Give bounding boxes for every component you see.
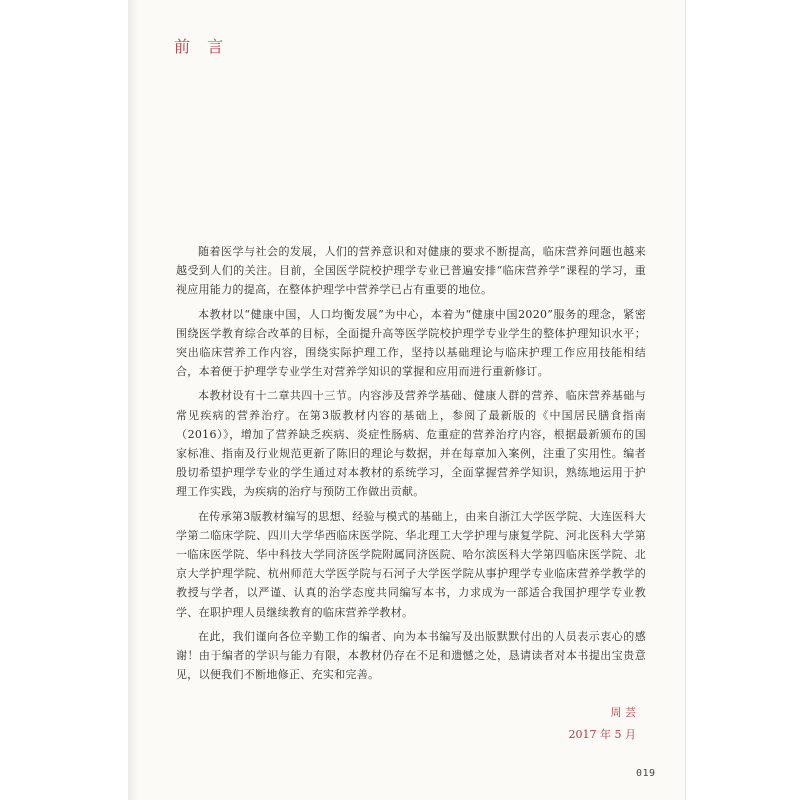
signature-date: 2017 年 5 月 xyxy=(568,728,636,741)
page-title: 前 言 xyxy=(174,37,230,56)
preface-body xyxy=(176,242,646,689)
author-name: 周 芸 xyxy=(610,706,636,719)
paragraph: 随着医学与社会的发展，人们的营养意识和对健康的要求不断提高，临床营养问题也越来越受到人们的关注。目前，全国医学院校护理学专业已普遍安排“临床营养学”课程的学习，重视应用能力的提高，在整体护理学中营养学已占有重要的地位。 xyxy=(176,245,646,297)
page-number: 019 xyxy=(636,768,656,779)
page-edge xyxy=(685,0,686,800)
signature-block xyxy=(556,702,636,746)
paragraph: 在此，我们谨向各位辛勤工作的编者、向为本书编写及出版默默付出的人员表示衷心的感谢！由于编者的学识与能力有限，本教材仍存在不足和遗憾之处，恳请读者对本书提出宝贵意见，以便我们不断地修正、充实和完善。 xyxy=(176,629,646,682)
paragraph: 在传承第3版教材编写的思想、经验与模式的基础上，由来自浙江大学医学院、大连医科大学第二临床学院、四川大学华西临床医学院、华北理工大学护理与康复学院、河北医科大学第一临床医学院、华中科技大学同济医学院附属同济医院、哈尔滨医科大学第四临床医学院、北京大学护理学院、杭州师范大学医学院与石河子大学医学院从事护理学专业临床营养学教学的教授与学者，以严谨、认真的治学态度共同编写本书，力求成为一部适合我国护理学专业教学、在职护理人员继续教育的临床营养学教材。 xyxy=(176,509,646,619)
paragraph: 本教材设有十二章共四十三节。内容涉及营养学基础、健康人群的营养、临床营养基础与常见疾病的营养治疗。在第3版教材内容的基础上，参阅了最新版的《中国居民膳食指南（2016）》，增加了营养缺乏疾病、炎症性肠病、危重症的营养治疗内容，根据最新颁布的国家标准、指南及行业规范更新了陈旧的理论与数据，并在每章加入案例，注重了实用性。编者殷切希望护理学专业的学生通过对本教材的系统学习，全面掌握营养学知识，熟练地运用于护理工作实践，为疾病的治疗与预防工作做出贡献。 xyxy=(176,389,646,499)
paragraph: 本教材以“健康中国，人口均衡发展”为中心，本着为“健康中国2020”服务的理念，紧密围绕医学教育综合改革的目标，全面提升高等医学院校护理学专业学生的整体护理知识水平；突出临床营养工作内容，围绕实际护理工作，坚持以基础理论与临床护理工作应用技能相结合，本着便于护理学专业学生对营养学知识的掌握和应用而进行重新修订。 xyxy=(176,307,646,379)
binding-shadow xyxy=(128,0,138,800)
